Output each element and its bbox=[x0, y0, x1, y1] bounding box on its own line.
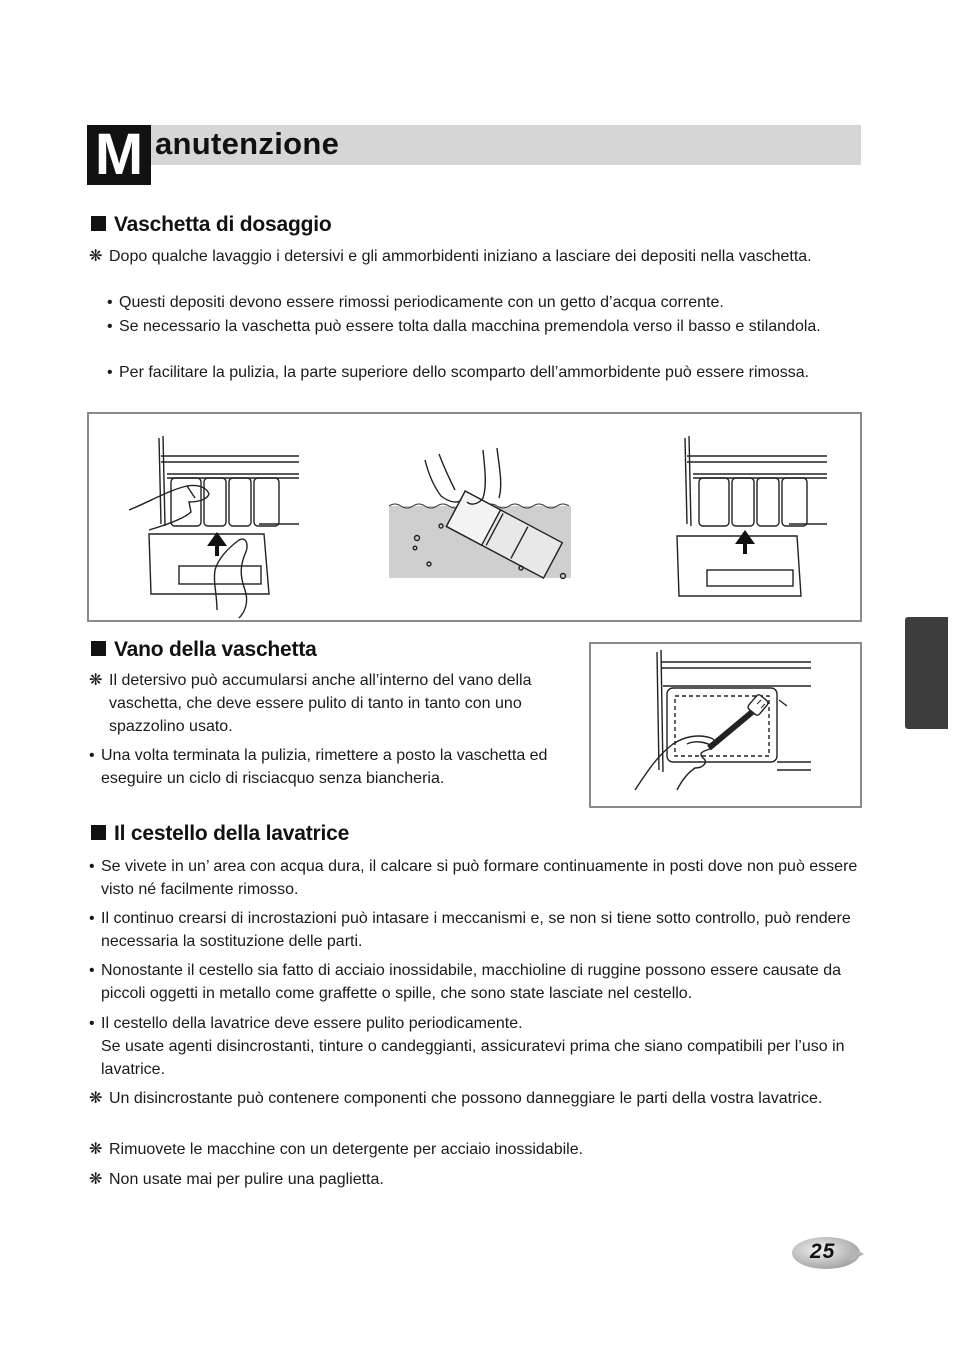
note-detergente bbox=[89, 1138, 879, 1161]
square-bullet-icon bbox=[91, 216, 106, 231]
list-item-text: Questi depositi devono essere rimossi periodicamente con un getto d’acqua corrente. bbox=[119, 294, 724, 311]
note-depositi bbox=[89, 245, 849, 268]
dispenser-illustration bbox=[89, 414, 860, 620]
list-item-text: Se necessario la vaschetta può essere tolta dalla macchina premendola verso il basso e stilandola. bbox=[119, 318, 821, 335]
bullet-icon: • bbox=[89, 910, 95, 927]
asterisk-icon: ❋ bbox=[89, 672, 103, 689]
bullet-icon: • bbox=[107, 318, 113, 335]
list-item bbox=[89, 1012, 881, 1035]
section-title-cestello bbox=[91, 821, 349, 847]
page-number: 25 bbox=[810, 1240, 836, 1263]
bullet-icon: • bbox=[89, 962, 95, 979]
section-title-text: Il cestello della lavatrice bbox=[114, 822, 350, 845]
list-item bbox=[89, 959, 881, 1005]
list-item-text: Il cestello della lavatrice deve essere pulito periodicamente. bbox=[101, 1015, 523, 1032]
list-item-continuation: Se usate agenti disincrostanti, tinture o candeggianti, assicuratevi prima che siano compatibili per l’uso in lavatrice. bbox=[101, 1038, 845, 1078]
section-title-text: Vano della vaschetta bbox=[114, 638, 317, 661]
list-item-text: Nonostante il cestello sia fatto di acciaio inossidabile, macchioline di ruggine possono essere causate da piccoli oggetti in metallo come graffette o spille, che sono state lasciate nel cestello. bbox=[101, 962, 841, 1002]
section-title-vano bbox=[91, 637, 317, 663]
note-vano bbox=[89, 669, 579, 738]
list-item bbox=[107, 291, 859, 314]
housing-cleaning-illustration bbox=[591, 644, 860, 806]
bullet-icon: • bbox=[107, 364, 113, 381]
bullet-icon: • bbox=[107, 294, 113, 311]
section-title-text: Vaschetta di dosaggio bbox=[114, 213, 332, 236]
list-item-text: Il continuo crearsi di incrostazioni può intasare i meccanismi e, se non si tiene sotto controllo, può rendere necessaria la sostituzione delle parti. bbox=[101, 910, 851, 950]
note-text: Dopo qualche lavaggio i detersivi e gli ammorbidenti iniziano a lasciare dei depositi nella vaschetta. bbox=[109, 248, 812, 265]
square-bullet-icon bbox=[91, 641, 106, 656]
asterisk-icon: ❋ bbox=[89, 1171, 103, 1188]
list-item-text: Per facilitare la pulizia, la parte superiore dello scomparto dell’ammorbidente può essere rimossa. bbox=[119, 364, 810, 381]
bullet-icon: • bbox=[89, 858, 95, 875]
page-title: anutenzione bbox=[155, 126, 340, 161]
list-item bbox=[107, 315, 849, 338]
note-text: Un disincrostante può contenere componenti che possono danneggiare le parti della vostra lavatrice. bbox=[109, 1090, 823, 1107]
section-title-vaschetta bbox=[91, 212, 332, 238]
note-disincrostante bbox=[89, 1087, 879, 1110]
note-text: Il detersivo può accumularsi anche all’interno del vano della vaschetta, che deve essere pulito di tanto in tanto con uno spazzolino usato. bbox=[109, 672, 532, 735]
square-bullet-icon bbox=[91, 825, 106, 840]
asterisk-icon: ❋ bbox=[89, 1141, 103, 1158]
note-text: Rimuovete le macchine con un detergente per acciaio inossidabile. bbox=[109, 1141, 584, 1158]
bullet-icon: • bbox=[89, 747, 95, 764]
illustration-dispenser-removal bbox=[87, 412, 862, 622]
list-item-text: Una volta terminata la pulizia, rimettere a posto la vaschetta ed eseguire un ciclo di risciacquo senza biancheria. bbox=[101, 747, 548, 787]
list-item bbox=[107, 361, 849, 384]
illustration-cleaning-housing bbox=[589, 642, 862, 808]
list-item bbox=[89, 744, 596, 790]
page-number-badge bbox=[790, 1232, 866, 1272]
header-initial: M bbox=[87, 125, 151, 185]
list-item bbox=[89, 907, 871, 953]
bullet-icon: • bbox=[89, 1015, 95, 1032]
asterisk-icon: ❋ bbox=[89, 1090, 103, 1107]
list-item-text: Se vivete in un’ area con acqua dura, il calcare si può formare continuamente in posti dove non può essere visto né facilmente rimosso. bbox=[101, 858, 858, 898]
note-text: Non usate mai per pulire una paglietta. bbox=[109, 1171, 384, 1188]
list-item bbox=[89, 855, 881, 901]
chapter-tab bbox=[905, 617, 948, 729]
note-paglietta bbox=[89, 1168, 879, 1191]
asterisk-icon: ❋ bbox=[89, 248, 103, 265]
